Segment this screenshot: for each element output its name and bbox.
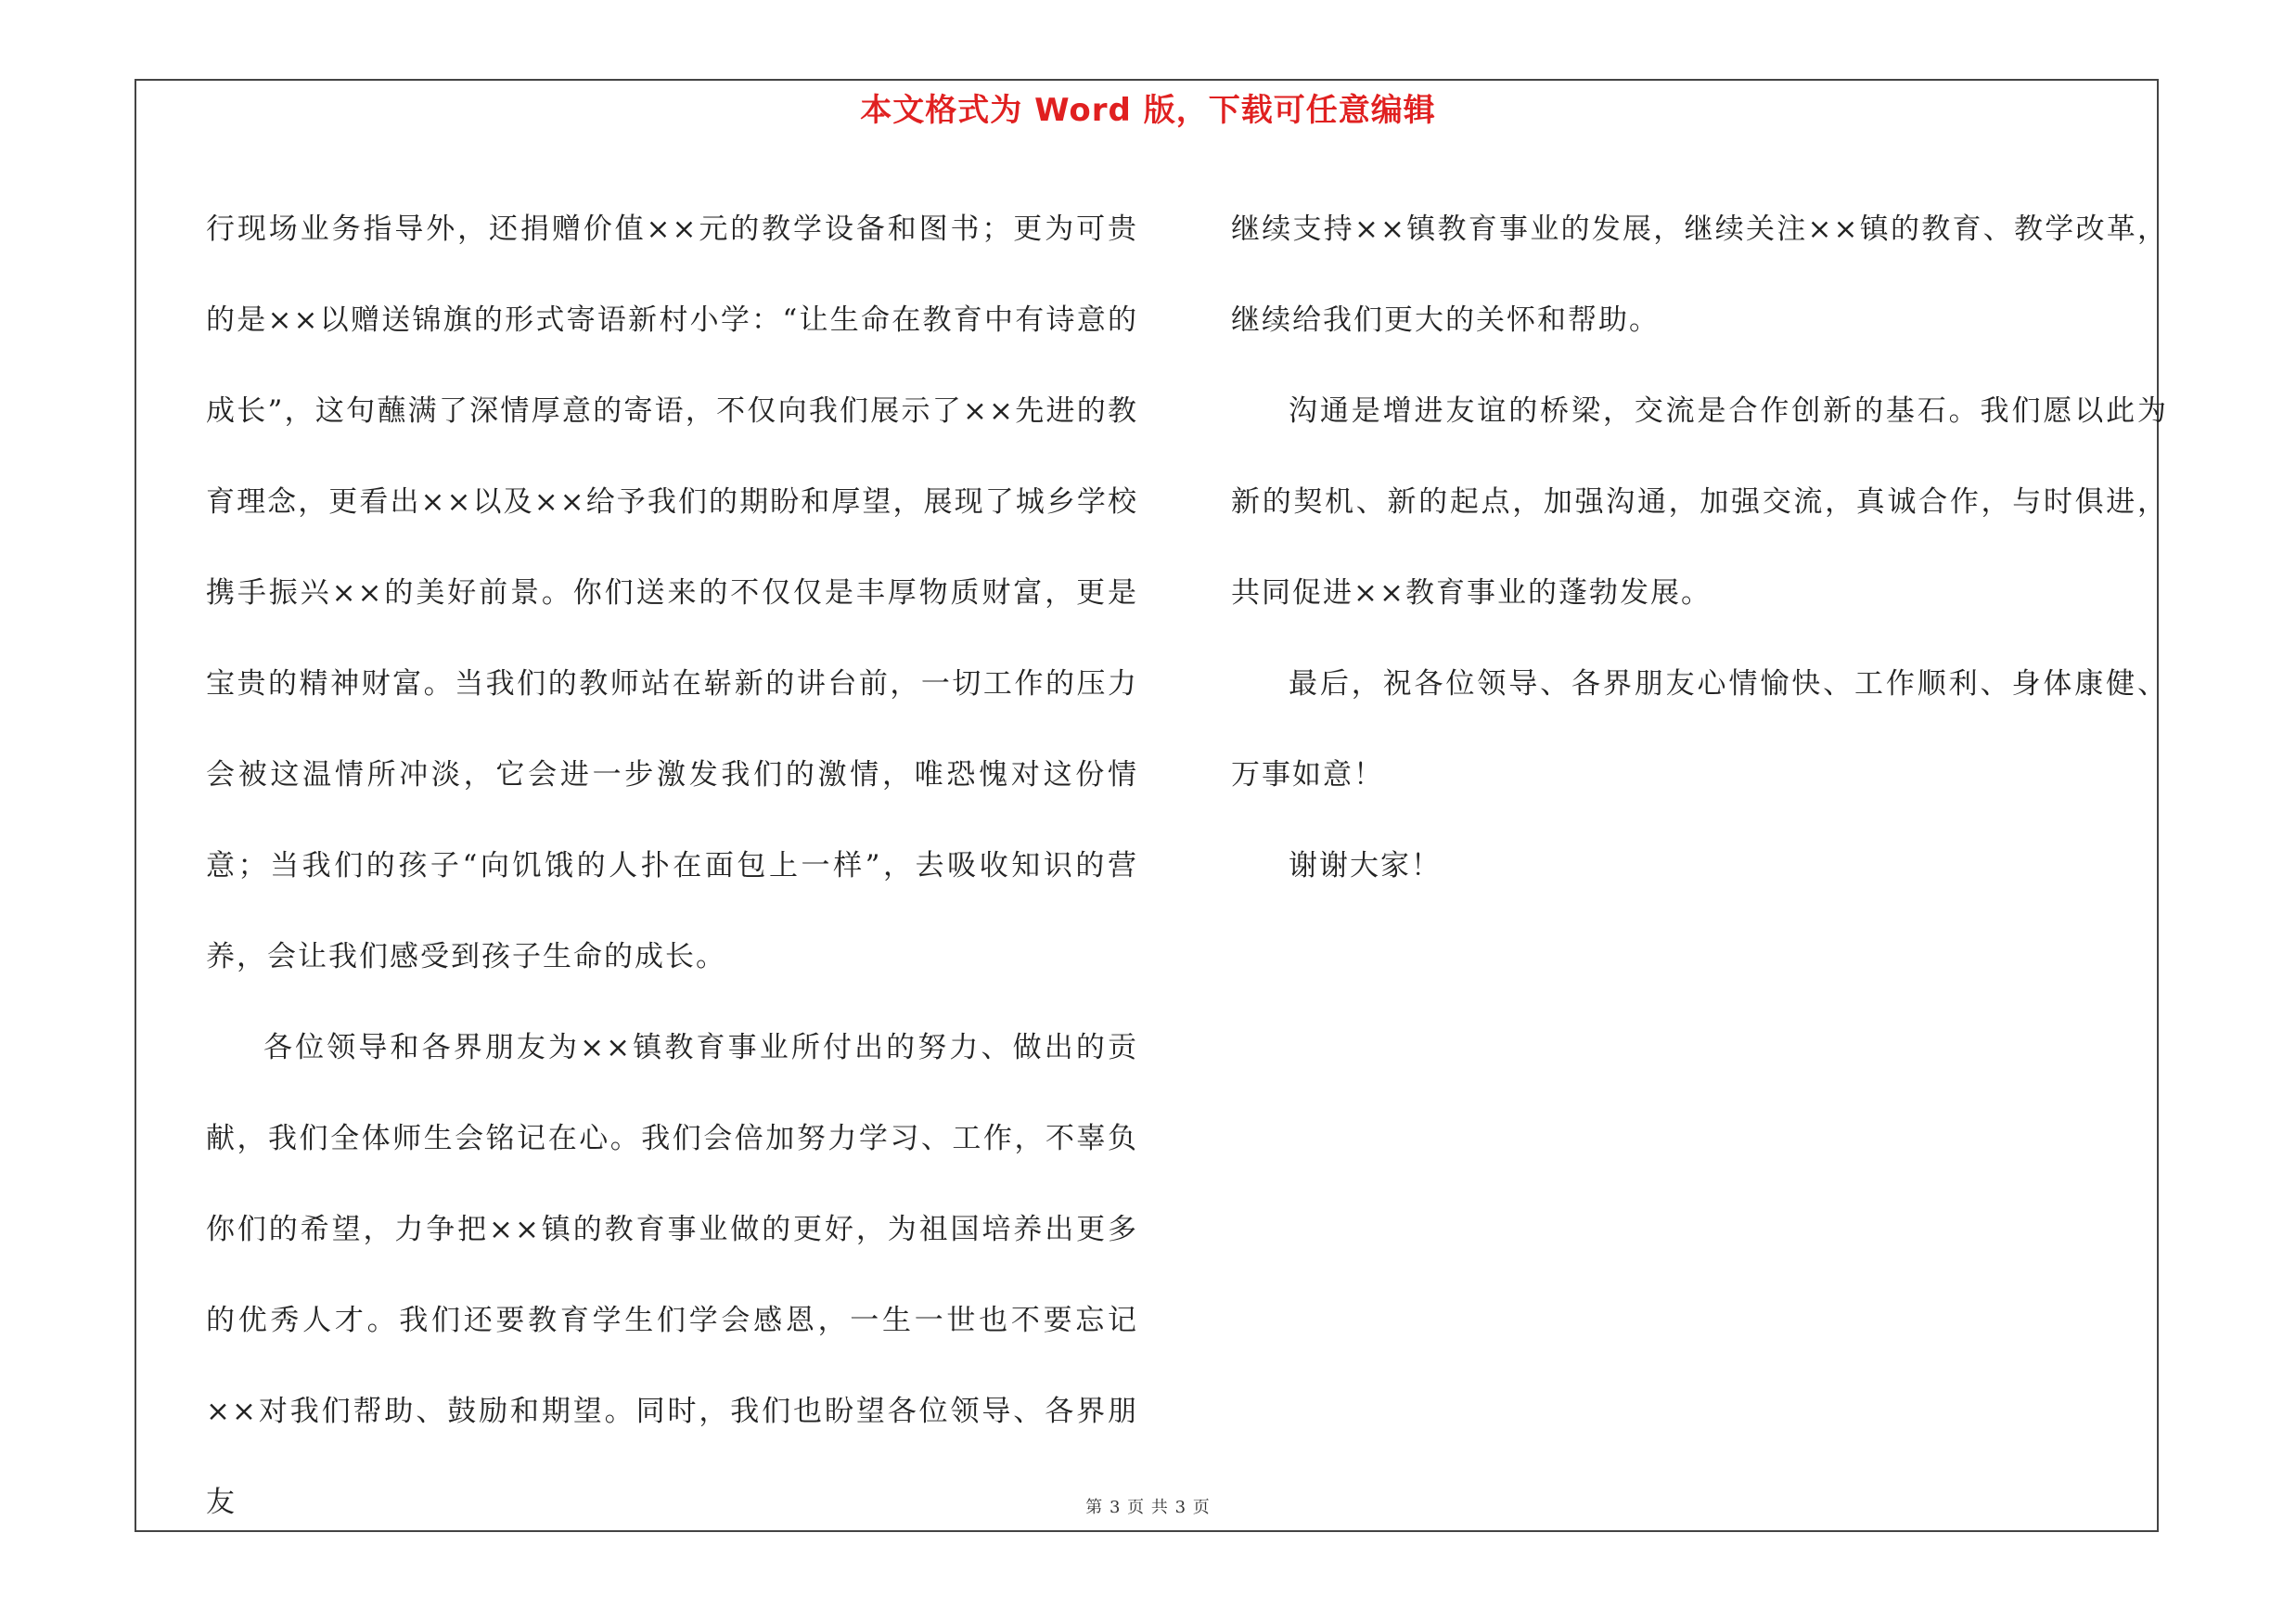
right-column <box>1231 184 2168 911</box>
paragraph-right-1: 继续支持××镇教育事业的发展，继续关注××镇的教育、教学改革，继续给我们更大的关怀和帮助。 <box>1231 213 2168 337</box>
paragraph-left-2: 各位领导和各界朋友为××镇教育事业所付出的努力、做出的贡献，我们全体师生会铭记在心。我们会倍加努力学习、工作，不辜负你们的希望，力争把××镇的教育事业做的更好，为祖国培养出更多的优秀人才。我们还要教育学生们学会感恩，一生一世也不要忘记××对我们帮助、鼓励和期望。同时，我们也盼望各位领导、各界朋友 <box>206 1031 1138 1519</box>
paragraph-right-2: 沟通是增进友谊的桥梁，交流是合作创新的基石。我们愿以此为新的契机、新的起点，加强沟通，加强交流，真诚合作，与时俱进，共同促进××教育事业的蓬勃发展。 <box>1231 394 2168 610</box>
paragraph-right-3: 最后，祝各位领导、各界朋友心情愉快、工作顺利、身体康健、万事如意！ <box>1231 667 2168 792</box>
format-banner: 本文格式为 Word 版，下载可任意编辑 <box>860 92 1436 129</box>
paragraph-right-4: 谢谢大家！ <box>1289 849 1442 882</box>
page-number-footer: 第 3 页 共 3 页 <box>1085 1498 1211 1517</box>
paragraph-left-1: 行现场业务指导外，还捐赠价值××元的教学设备和图书；更为可贵的是××以赠送锦旗的形式寄语新村小学：“让生命在教育中有诗意的成长”，这句蘸满了深情厚意的寄语，不仅向我们展示了××先进的教育理念，更看出××以及××给予我们的期盼和厚望，展现了城乡学校携手振兴××的美好前景。你们送来的不仅仅是丰厚物质财富，更是宝贵的精神财富。当我们的教师站在崭新的讲台前，一切工作的压力会被这温情所冲淡，它会进一步激发我们的激情，唯恐愧对这份情意；当我们的孩子“向饥饿的人扑在面包上一样”，去吸收知识的营养，会让我们感受到孩子生命的成长。 <box>206 213 1138 973</box>
left-column <box>206 184 1138 1548</box>
